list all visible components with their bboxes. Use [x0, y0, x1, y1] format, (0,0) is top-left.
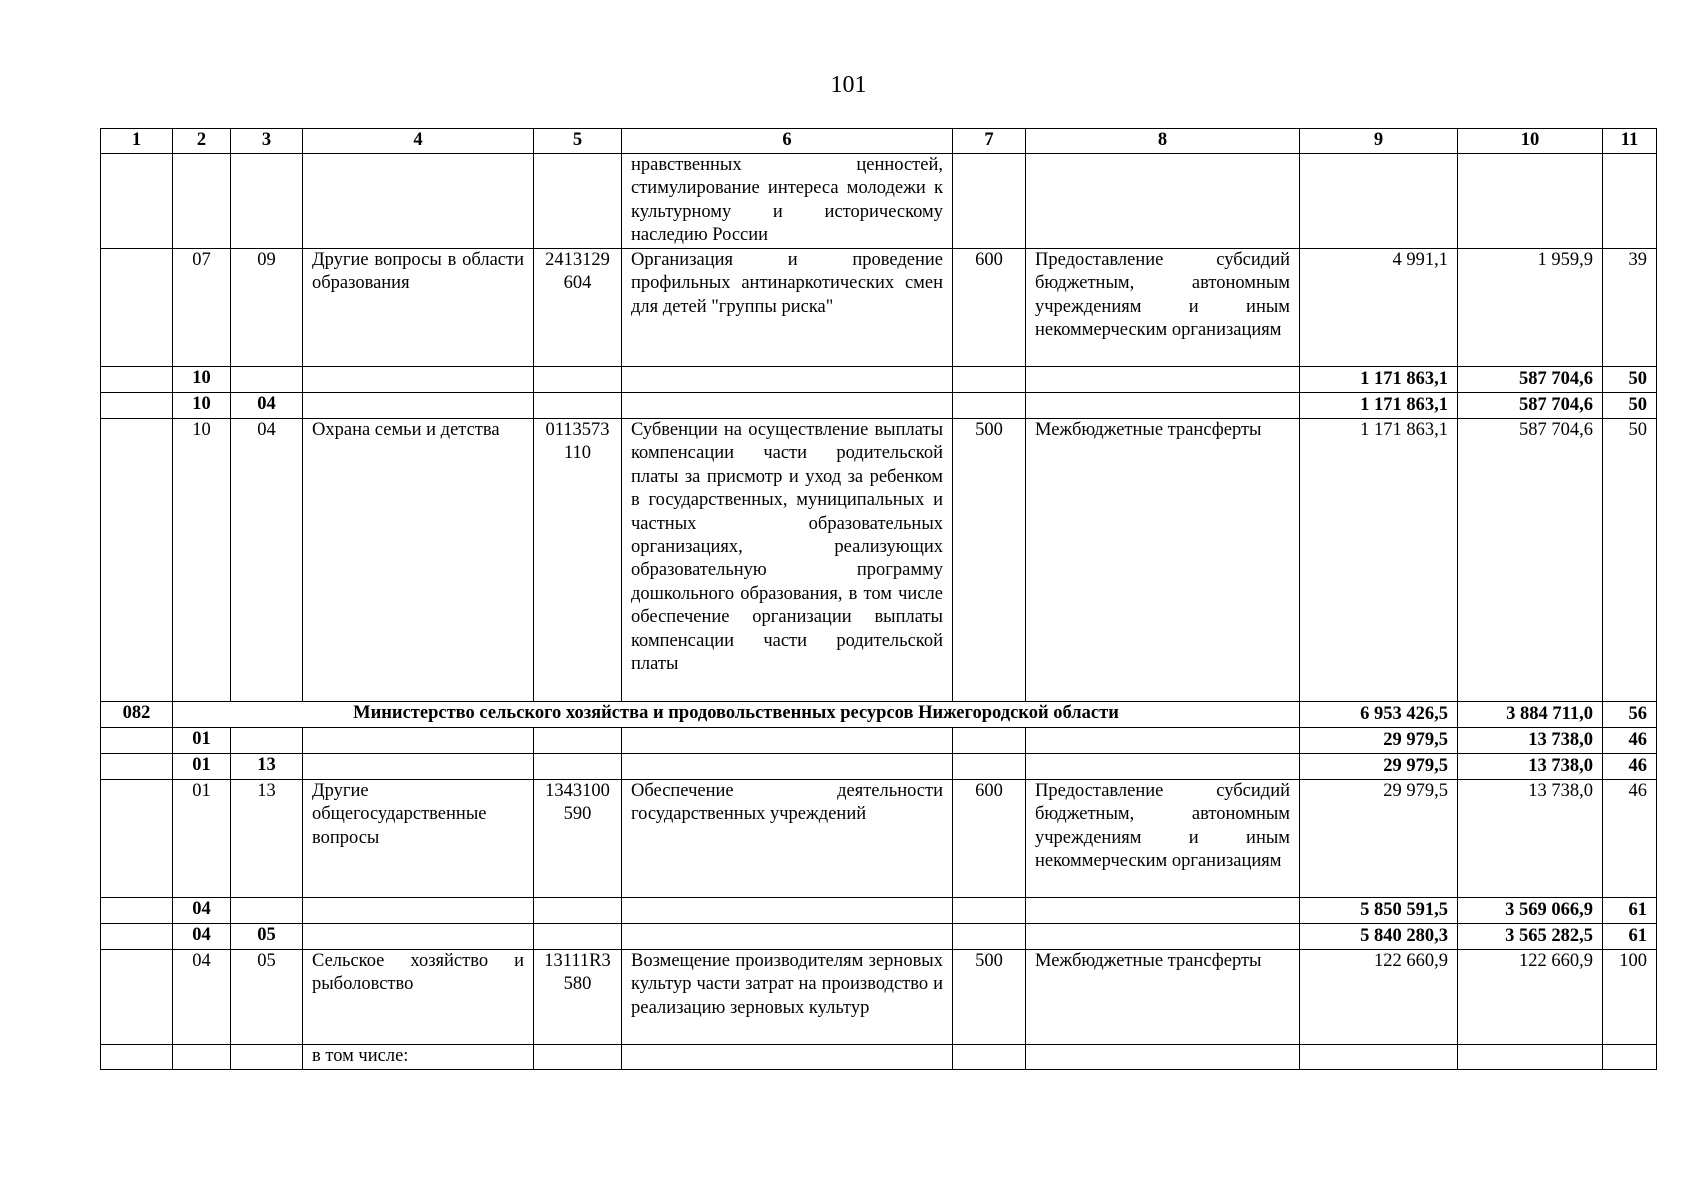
cell-executed: 13 738,0: [1458, 780, 1603, 898]
cell-planned: 6 953 426,5: [1300, 702, 1458, 728]
cell-executed: 13 738,0: [1458, 728, 1603, 754]
cell-expense-type-name: Предоставление субсидий бюджетным, автономным учреждениям и иным некоммерческим организациям: [1026, 780, 1300, 898]
cell-expense-type-name: [1026, 728, 1300, 754]
cell-percent: 100: [1603, 950, 1657, 1045]
cell-executed: 3 884 711,0: [1458, 702, 1603, 728]
cell-subsection: 04: [231, 393, 303, 419]
cell-expense-type: [953, 728, 1026, 754]
cell-section-name: [303, 924, 534, 950]
cell-ministry-name: Министерство сельского хозяйства и продовольственных ресурсов Нижегородской области: [173, 702, 1300, 728]
cell-section: 10: [173, 393, 231, 419]
cell-col-1: [101, 367, 173, 393]
cell-target-code: [534, 898, 622, 924]
cell-expense-type: 500: [953, 419, 1026, 702]
cell-executed: 587 704,6: [1458, 367, 1603, 393]
cell-subsection: [231, 898, 303, 924]
cell-description: [622, 393, 953, 419]
cell-description: Субвенции на осуществление выплаты компенсации части родительской платы за присмотр и уход за ребенком в государственных, муниципальных и частных образовательных организациях, реализующих образовательную программу дошкольного образования, в том числе обеспечение организации выплаты компенсации части родительской платы: [622, 419, 953, 702]
cell-planned: 1 171 863,1: [1300, 367, 1458, 393]
table-row: [101, 780, 1657, 898]
cell-percent: 61: [1603, 898, 1657, 924]
cell-subsection: [231, 367, 303, 393]
cell-expense-type: [953, 754, 1026, 780]
cell-subsection: [231, 154, 303, 249]
cell-expense-type-name: Межбюджетные трансферты: [1026, 950, 1300, 1045]
table-row-total: [101, 754, 1657, 780]
cell-percent: 56: [1603, 702, 1657, 728]
cell-expense-type: [953, 924, 1026, 950]
cell-section: 10: [173, 367, 231, 393]
table-row: [101, 419, 1657, 702]
cell-executed: 1 959,9: [1458, 249, 1603, 367]
table-header-row: [101, 129, 1657, 154]
cell-subsection: 13: [231, 754, 303, 780]
cell-expense-type-name: Межбюджетные трансферты: [1026, 419, 1300, 702]
cell-col-1: [101, 898, 173, 924]
table-row-total: [101, 924, 1657, 950]
page-number: 101: [830, 72, 867, 98]
cell-section-name: Сельское хозяйство и рыболовство: [303, 950, 534, 1045]
cell-col-1: [101, 950, 173, 1045]
cell-planned: 29 979,5: [1300, 728, 1458, 754]
cell-percent: [1603, 154, 1657, 249]
cell-executed: 587 704,6: [1458, 419, 1603, 702]
cell-executed: [1458, 154, 1603, 249]
cell-executed: 587 704,6: [1458, 393, 1603, 419]
cell-col-1: [101, 924, 173, 950]
cell-expense-type-name: [1026, 154, 1300, 249]
cell-subsection: 09: [231, 249, 303, 367]
cell-expense-type-name: [1026, 1045, 1300, 1070]
cell-section-name: [303, 367, 534, 393]
cell-section: [173, 154, 231, 249]
cell-expense-type: [953, 154, 1026, 249]
cell-section-name: Охрана семьи и детства: [303, 419, 534, 702]
cell-section-name: [303, 898, 534, 924]
cell-percent: 50: [1603, 419, 1657, 702]
cell-target-code: [534, 754, 622, 780]
cell-description: Возмещение производителям зерновых культур части затрат на производство и реализацию зерновых культур: [622, 950, 953, 1045]
cell-description: [622, 728, 953, 754]
table-row-total: [101, 728, 1657, 754]
cell-percent: 46: [1603, 728, 1657, 754]
cell-section: [173, 1045, 231, 1070]
cell-col-1: [101, 393, 173, 419]
cell-subsection: 04: [231, 419, 303, 702]
cell-section-name: [303, 754, 534, 780]
cell-section: 10: [173, 419, 231, 702]
table-row: [101, 950, 1657, 1045]
cell-planned: 29 979,5: [1300, 780, 1458, 898]
cell-section: 04: [173, 950, 231, 1045]
cell-target-code: [534, 728, 622, 754]
cell-target-code: 13111R3580: [534, 950, 622, 1045]
column-header: 7: [953, 129, 1026, 154]
column-header: 4: [303, 129, 534, 154]
cell-target-code: 2413129604: [534, 249, 622, 367]
cell-section: 01: [173, 754, 231, 780]
cell-description: [622, 924, 953, 950]
cell-col-1: [101, 1045, 173, 1070]
cell-section: 04: [173, 924, 231, 950]
budget-table: [100, 128, 1657, 1070]
cell-description: Организация и проведение профильных антинаркотических смен для детей "группы риска": [622, 249, 953, 367]
cell-col-1: [101, 780, 173, 898]
cell-section: 01: [173, 780, 231, 898]
cell-target-code: [534, 393, 622, 419]
cell-col-1: [101, 728, 173, 754]
cell-col-1: [101, 754, 173, 780]
cell-planned: 5 850 591,5: [1300, 898, 1458, 924]
cell-expense-type-name: [1026, 754, 1300, 780]
cell-expense-type-name: [1026, 393, 1300, 419]
column-header: 9: [1300, 129, 1458, 154]
cell-percent: 50: [1603, 367, 1657, 393]
cell-expense-type: [953, 1045, 1026, 1070]
cell-subsection: 05: [231, 950, 303, 1045]
column-header: 10: [1458, 129, 1603, 154]
cell-section: 07: [173, 249, 231, 367]
column-header: 6: [622, 129, 953, 154]
table-row-total: [101, 898, 1657, 924]
cell-planned: [1300, 154, 1458, 249]
column-header: 1: [101, 129, 173, 154]
cell-executed: [1458, 1045, 1603, 1070]
cell-expense-type: [953, 898, 1026, 924]
cell-percent: 50: [1603, 393, 1657, 419]
cell-percent: 46: [1603, 754, 1657, 780]
cell-expense-type: 600: [953, 780, 1026, 898]
table-row: [101, 249, 1657, 367]
column-header: 11: [1603, 129, 1657, 154]
cell-expense-type-name: [1026, 924, 1300, 950]
cell-target-code: 0113573110: [534, 419, 622, 702]
table-row-total: [101, 367, 1657, 393]
column-header: 8: [1026, 129, 1300, 154]
table-row-total: [101, 393, 1657, 419]
cell-description: [622, 754, 953, 780]
table-row: [101, 154, 1657, 249]
cell-expense-type: [953, 367, 1026, 393]
cell-section-name: [303, 393, 534, 419]
cell-expense-type: 500: [953, 950, 1026, 1045]
cell-expense-type-name: [1026, 367, 1300, 393]
cell-section-name: Другие вопросы в области образования: [303, 249, 534, 367]
cell-col-1: [101, 154, 173, 249]
cell-expense-type-name: Предоставление субсидий бюджетным, автономным учреждениям и иным некоммерческим организациям: [1026, 249, 1300, 367]
cell-target-code: [534, 367, 622, 393]
cell-executed: 122 660,9: [1458, 950, 1603, 1045]
cell-description: Обеспечение деятельности государственных учреждений: [622, 780, 953, 898]
cell-planned: 1 171 863,1: [1300, 419, 1458, 702]
cell-planned: 4 991,1: [1300, 249, 1458, 367]
cell-subsection: [231, 1045, 303, 1070]
cell-target-code: 1343100590: [534, 780, 622, 898]
cell-col-1: [101, 249, 173, 367]
cell-executed: 13 738,0: [1458, 754, 1603, 780]
cell-executed: 3 565 282,5: [1458, 924, 1603, 950]
cell-expense-type-name: [1026, 898, 1300, 924]
cell-percent: [1603, 1045, 1657, 1070]
cell-target-code: [534, 154, 622, 249]
cell-percent: 46: [1603, 780, 1657, 898]
cell-section-name: [303, 154, 534, 249]
cell-planned: 1 171 863,1: [1300, 393, 1458, 419]
column-header: 5: [534, 129, 622, 154]
cell-section-name: в том числе:: [303, 1045, 534, 1070]
cell-description: [622, 898, 953, 924]
cell-col-1: [101, 419, 173, 702]
cell-description: [622, 367, 953, 393]
cell-section-name: Другие общегосударственные вопросы: [303, 780, 534, 898]
cell-planned: 29 979,5: [1300, 754, 1458, 780]
cell-description: нравственных ценностей, стимулирование интереса молодежи к культурному и историческому наследию России: [622, 154, 953, 249]
cell-section: 04: [173, 898, 231, 924]
cell-executed: 3 569 066,9: [1458, 898, 1603, 924]
cell-description: [622, 1045, 953, 1070]
cell-target-code: [534, 1045, 622, 1070]
cell-planned: 122 660,9: [1300, 950, 1458, 1045]
cell-planned: [1300, 1045, 1458, 1070]
table-row-ministry: [101, 702, 1657, 728]
cell-subsection: [231, 728, 303, 754]
cell-ministry-code: 082: [101, 702, 173, 728]
cell-section-name: [303, 728, 534, 754]
cell-percent: 61: [1603, 924, 1657, 950]
cell-expense-type: [953, 393, 1026, 419]
cell-percent: 39: [1603, 249, 1657, 367]
cell-expense-type: 600: [953, 249, 1026, 367]
column-header: 2: [173, 129, 231, 154]
column-header: 3: [231, 129, 303, 154]
cell-planned: 5 840 280,3: [1300, 924, 1458, 950]
cell-subsection: 05: [231, 924, 303, 950]
cell-target-code: [534, 924, 622, 950]
cell-subsection: 13: [231, 780, 303, 898]
cell-section: 01: [173, 728, 231, 754]
table-row: [101, 1045, 1657, 1070]
